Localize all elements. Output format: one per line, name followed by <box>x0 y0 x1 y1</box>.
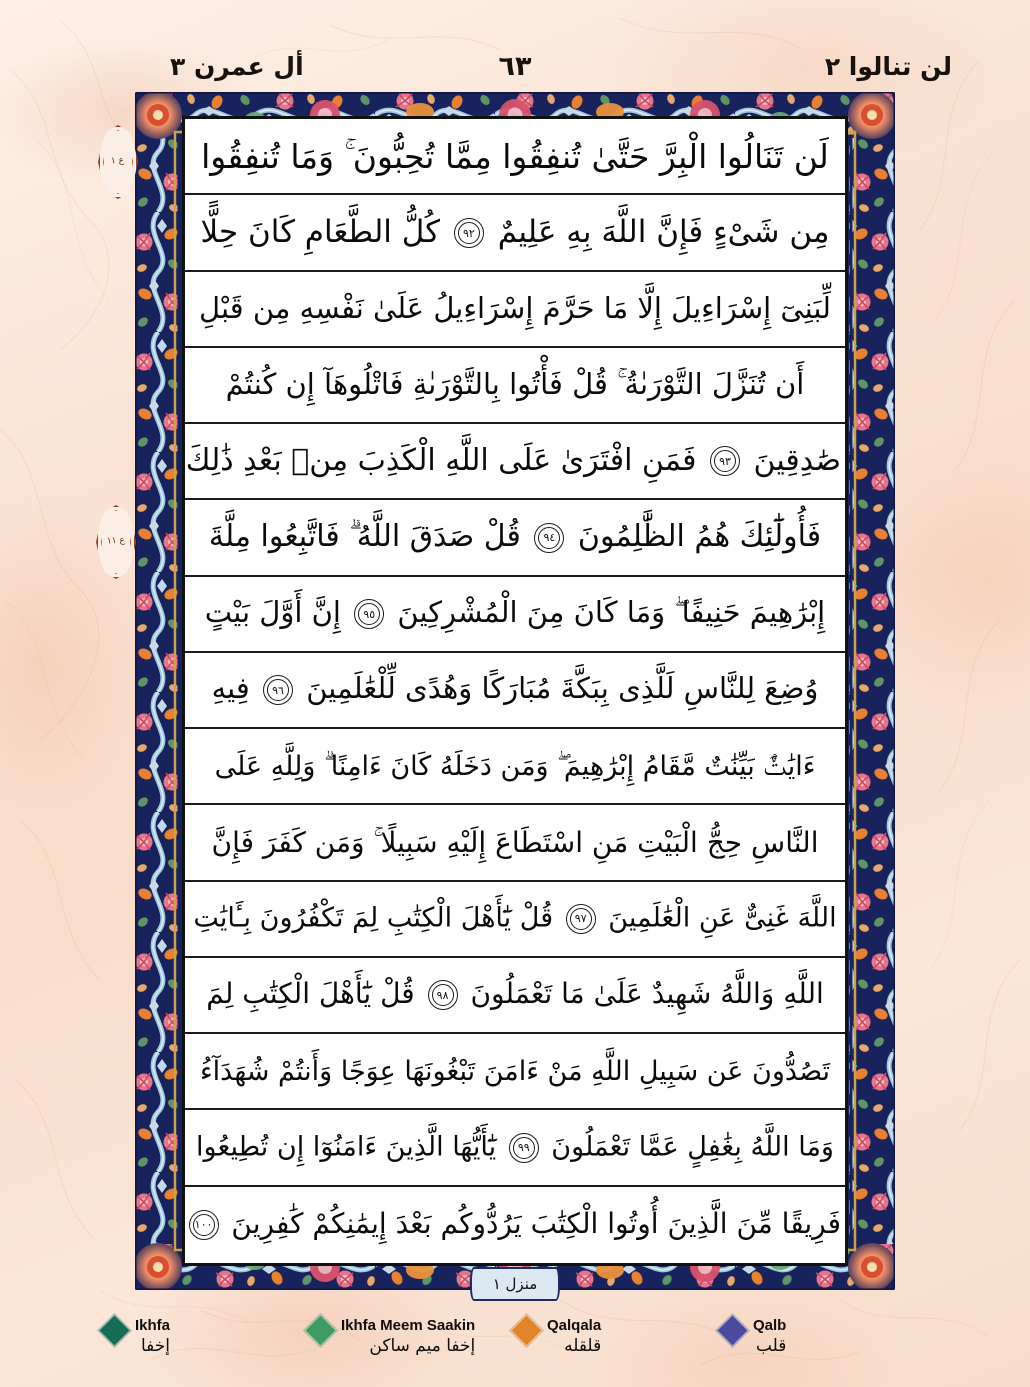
quran-text-block <box>182 116 848 1266</box>
legend-text <box>341 1318 475 1356</box>
surah-label-text: أل عمرن ٣ <box>170 51 304 81</box>
ayah-marker <box>189 1210 219 1240</box>
legend-label-ar: قلب <box>755 1336 787 1357</box>
quran-line <box>185 348 845 424</box>
legend-item-ikhfa <box>103 1318 309 1356</box>
ayah-number: ٩٤ <box>543 531 556 545</box>
legend-text <box>547 1318 601 1356</box>
manzil-marker <box>470 1267 560 1301</box>
juz-label-text: لن تنالوا ٢ <box>824 51 952 81</box>
ayah-number: ٩٧ <box>574 912 587 926</box>
legend-label-en: Qalqala <box>547 1317 602 1334</box>
legend-text <box>135 1318 170 1356</box>
page-number <box>0 46 1030 86</box>
legend-item-qalb <box>721 1318 927 1356</box>
quran-line-text: إِبْرَٰهِيمَ حَنِيفًا ۖ وَمَا كَانَ مِنَ الْمُشْرِكِينَ ٩٥ إِنَّ أَوَّلَ بَيْتٍ <box>204 595 826 630</box>
legend-label-ar: قلقله <box>564 1336 602 1357</box>
quran-line-text: وَمَا اللَّهُ بِغَٰفِلٍ عَمَّا تَعْمَلُونَ ٩٩ يَٰٓأَيُّهَا الَّذِينَ ءَامَنُوٓا إِن تُطِيعُوا <box>196 1131 834 1163</box>
ruku-marker-mid-label: ع ١١ <box>106 535 126 547</box>
quran-line-text: فَأُولَٰٓئِكَ هُمُ الظَّٰلِمُونَ ٩٤ قُلْ صَدَقَ اللَّهُ ۗ فَاتَّبِعُوا مِلَّةَ <box>208 519 822 555</box>
quran-line-text: اللَّهِ وَاللَّهُ شَهِيدٌ عَلَىٰ مَا تَعْمَلُونَ ٩٨ قُلْ يَٰٓأَهْلَ الْكِتَٰبِ لِمَ <box>206 977 824 1011</box>
quran-line-text: ءَايَٰتٌۢ بَيِّنَٰتٌ مَّقَامُ إِبْرَٰهِيمَ ۖ وَمَن دَخَلَهُ كَانَ ءَامِنًا ۗ وَلِلَّهِ عَلَى <box>214 750 816 782</box>
quran-line <box>185 577 845 653</box>
diamond-icon <box>98 1314 131 1347</box>
page-number-text: ٦٣ <box>498 50 532 82</box>
ayah-number: ٩٨ <box>436 988 449 1002</box>
ayah-marker <box>428 980 458 1010</box>
ayah-marker <box>509 1133 539 1163</box>
legend-label-en: Ikhfa <box>135 1317 171 1334</box>
quran-line <box>185 195 845 271</box>
quran-line <box>185 272 845 348</box>
tajweed-legend <box>0 1318 1030 1382</box>
quran-line-text: النَّاسِ حِجُّ الْبَيْتِ مَنِ اسْتَطَاعَ إِلَيْهِ سَبِيلًا ۚ وَمَن كَفَرَ فَإِنَّ <box>211 825 819 859</box>
ayah-number: ٩٥ <box>363 607 376 621</box>
quran-line <box>185 1187 845 1263</box>
ayah-number: ٩٢ <box>462 226 475 240</box>
quran-line-text: اللَّهَ غَنِىٌّ عَنِ الْعَٰلَمِينَ ٩٧ قُلْ يَٰٓأَهْلَ الْكِتَٰبِ لِمَ تَكْفُرُونَ بِـَٔايَٰتِ <box>193 902 837 934</box>
legend-label-en: Ikhfa Meem Saakin <box>341 1317 476 1334</box>
diamond-icon <box>510 1314 543 1347</box>
quran-line-text: أَن تُنَزَّلَ التَّوْرَىٰةُ ۚ قُلْ فَأْتُوا بِالتَّوْرَىٰةِ فَاتْلُوهَآ إِن كُنتُمْ <box>225 367 805 402</box>
legend-label-en: Qalb <box>753 1317 787 1334</box>
header-surah-label <box>170 46 304 86</box>
ayah-number: ٩٦ <box>272 683 284 697</box>
ruku-marker-top <box>98 125 138 199</box>
ayah-number: ١٠٠ <box>194 1218 213 1232</box>
ayah-marker <box>354 599 384 629</box>
quran-line-text: فَرِيقًا مِّنَ الَّذِينَ أُوتُوا الْكِتَٰبَ يَرُدُّوكُم بَعْدَ إِيمَٰنِكُمْ كَٰفِرِينَ ١٠٠ <box>185 1210 845 1240</box>
quran-line <box>185 1034 845 1110</box>
quran-line <box>185 805 845 881</box>
quran-line <box>185 958 845 1034</box>
ayah-marker <box>534 523 564 553</box>
quran-line-text: لَن تَنَالُوا الْبِرَّ حَتَّىٰ تُنفِقُوا مِمَّا تُحِبُّونَ ۚ وَمَا تُنفِقُوا <box>201 136 829 176</box>
legend-text <box>753 1318 786 1356</box>
quran-line-text: تَصُدُّونَ عَن سَبِيلِ اللَّهِ مَنْ ءَامَنَ تَبْغُونَهَا عِوَجًا وَأَنتُمْ شُهَدَآءُ <box>199 1055 831 1087</box>
diamond-icon <box>716 1314 749 1347</box>
ayah-marker <box>566 904 596 934</box>
quran-line-text: مِن شَىْءٍ فَإِنَّ اللَّهَ بِهِ عَلِيمٌ ٩٢ كُلُّ الطَّعَامِ كَانَ حِلًّا <box>200 213 830 250</box>
ayah-marker <box>710 446 740 476</box>
quran-line <box>185 119 845 195</box>
quran-line <box>185 500 845 576</box>
quran-line <box>185 729 845 805</box>
manzil-label: منزل ١ <box>492 1275 538 1293</box>
quran-line <box>185 424 845 500</box>
legend-item-qalqala <box>515 1318 721 1356</box>
legend-label-ar: إخفا <box>141 1336 171 1357</box>
ayah-marker <box>454 218 484 248</box>
legend-label-ar: إخفا ميم ساكن <box>369 1336 476 1357</box>
ruku-marker-top-label: ع ١ <box>111 155 125 167</box>
ayah-number: ٩٣ <box>719 454 731 468</box>
diamond-icon <box>304 1314 337 1347</box>
ruku-marker-mid <box>96 505 136 579</box>
quran-line-text: صَٰدِقِينَ ٩٣ فَمَنِ افْتَرَىٰ عَلَى اللَّهِ الْكَذِبَ مِنۢ بَعْدِ ذَٰلِكَ <box>185 442 841 478</box>
quran-line-text: لِّبَنِىٓ إِسْرَاءِيلَ إِلَّا مَا حَرَّمَ إِسْرَاءِيلُ عَلَىٰ نَفْسِهِ مِن قَبْلِ <box>199 291 831 326</box>
quran-line <box>185 653 845 729</box>
quran-line <box>185 882 845 958</box>
quran-line-text: وُضِعَ لِلنَّاسِ لَلَّذِى بِبَكَّةَ مُبَارَكًا وَهُدًى لِّلْعَٰلَمِينَ ٩٦ فِيهِ <box>211 671 819 706</box>
ayah-marker <box>263 675 293 705</box>
ayah-number: ٩٩ <box>517 1141 530 1155</box>
quran-line <box>185 1110 845 1186</box>
legend-item-ikhfa-meem <box>309 1318 515 1356</box>
